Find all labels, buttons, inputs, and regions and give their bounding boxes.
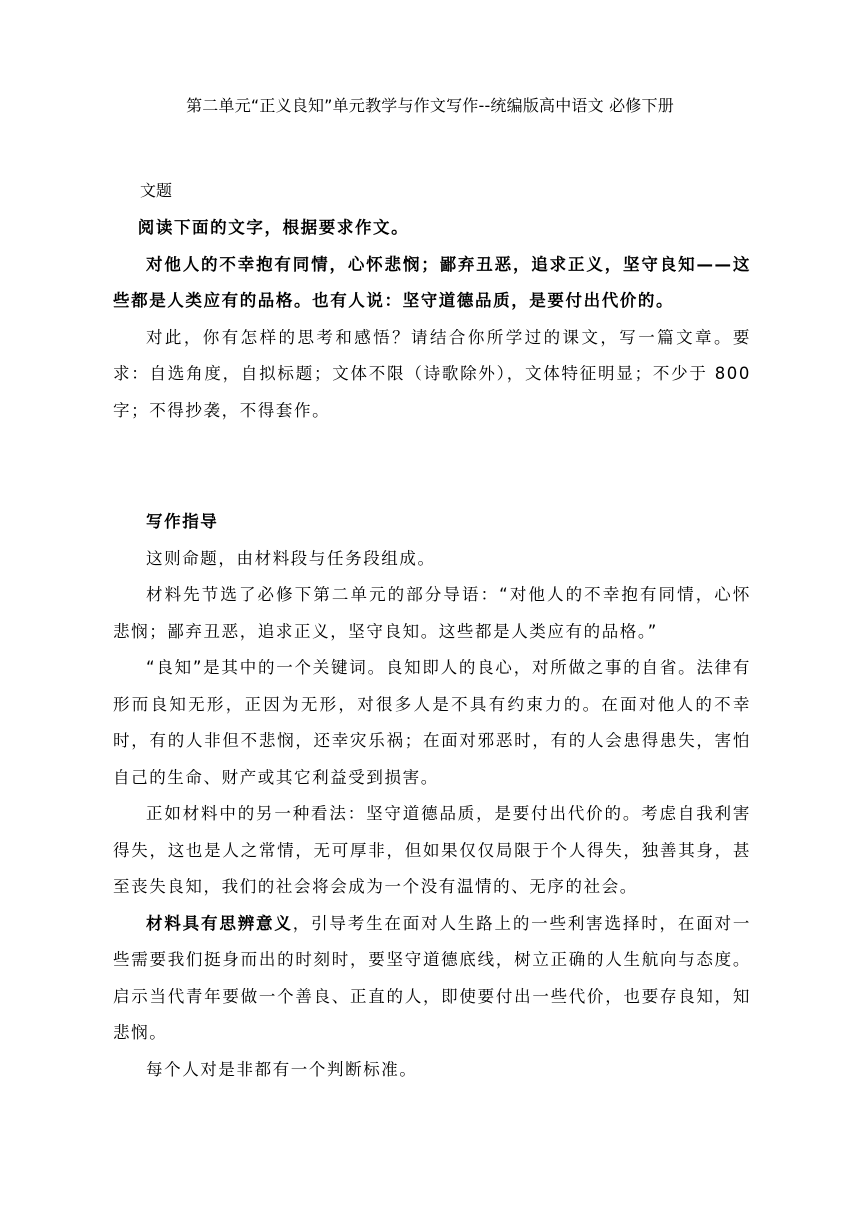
material-text: 对他人的不幸抱有同情，心怀悲悯；鄙弃丑恶，追求正义，坚守良知——这些都是人类应有的品格。也有人说：坚守道德品质，是要付出代价的。 bbox=[113, 254, 751, 310]
guide-paragraph: 材料先节选了必修下第二单元的部分导语：“对他人的不幸抱有同情，心怀悲悯；鄙弃丑恶，追求正义，坚守良知。这些都是人类应有的品格。” bbox=[113, 585, 751, 641]
guide-heading: 写作指导 bbox=[146, 512, 219, 531]
prompt-block bbox=[113, 210, 751, 429]
emphasis-bold: 材料具有思辨意义 bbox=[146, 913, 293, 933]
guide-paragraph: 这则命题，由材料段与任务段组成。 bbox=[146, 548, 436, 568]
guide-paragraph: 正如材料中的另一种看法：坚守道德品质，是要付出代价的。考虑自我利害得失，这也是人之常情，无可厚非，但如果仅仅局限于个人得失，独善其身，甚至丧失良知，我们的社会将会成为一个没有温情的、无序的社会。 bbox=[113, 804, 751, 896]
instruction-text: 阅读下面的文字，根据要求作文。 bbox=[137, 218, 410, 237]
document-title: 第二单元“正义良知”单元教学与作文写作--统编版高中语文 必修下册 bbox=[186, 96, 674, 115]
guide-paragraph: “良知”是其中的一个关键词。良知即人的良心，对所做之事的自省。法律有形而良知无形，正因为无形，对很多人是不具有约束力的。在面对他人的不幸时，有的人非但不悲悯，还幸灾乐祸；在面对邪恶时，有的人会患得患失，害怕自己的生命、财产或其它利益受到损害。 bbox=[113, 658, 751, 787]
guide-paragraph-emphasis bbox=[113, 906, 751, 1052]
section-label: 文题 bbox=[140, 181, 173, 200]
guide-block bbox=[113, 504, 751, 1088]
guide-paragraph: 每个人对是非都有一个判断标准。 bbox=[146, 1059, 418, 1079]
emphasis-rest: ，引导考生在面对人生路上的一些利害选择时，在面对一些需要我们挺身而出的时刻时，要坚守道德底线，树立正确的人生航向与态度。启示当代青年要做一个善良、正直的人，即使要付出一些代价，也要存良知，知悲悯。 bbox=[113, 913, 751, 1042]
task-text: 对此，你有怎样的思考和感悟？请结合你所学过的课文，写一篇文章。要求：自选角度，自拟标题；文体不限（诗歌除外），文体特征明显；不少于 800 字；不得抄袭，不得套作。 bbox=[113, 327, 751, 420]
